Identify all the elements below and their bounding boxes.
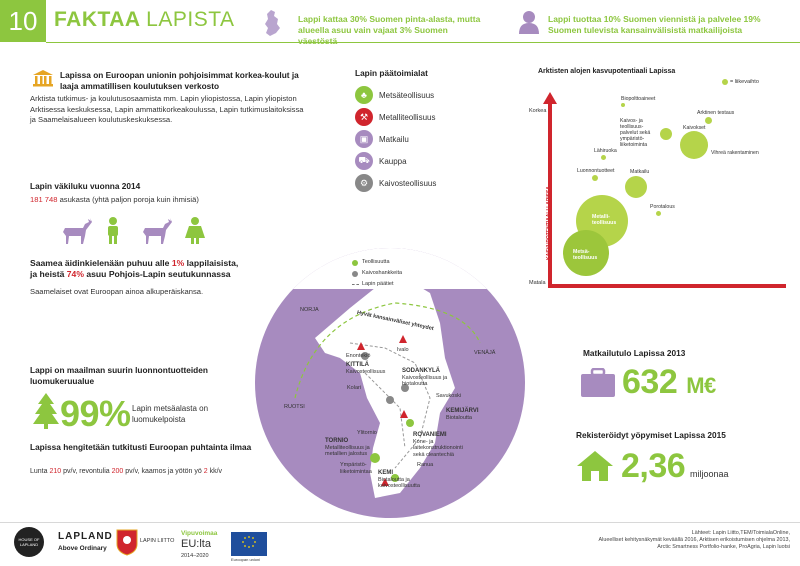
industry-item [355,128,436,150]
eu-stars [231,532,267,556]
bubble-lahiruoka [601,155,606,160]
map-kolari: Kolari [347,385,362,391]
mine-icon: ⚙ [355,174,373,192]
education-heading: Lapissa on Euroopan unionin pohjoisimmat korkea-koulut ja laaja ammatillisen koulutuksen verkosto [60,70,299,91]
map-enontekio: Enontekiö [346,353,371,359]
cart-icon: ⛟ [355,152,373,170]
sources [560,530,790,551]
place-name: TORNIO [325,438,349,444]
reindeer-icon [143,218,172,244]
population-text: asukasta (yhtä paljon poroja kuin ihmisiä) [57,195,199,204]
map-ymparisto: Ympäristö-liiketoimintaa [340,462,372,475]
sami-text: Saamea äidinkielenään puhuu alle [30,258,172,268]
industries-list [355,84,436,194]
education-body: Arktista tutkimus- ja koulutusosaamista mm. Lapin yliopistossa, Lapin yliopiston Arktisessa keskuksessa, Lapin ammattikorkeakoulussa, Lapin tutkimuslaitoksissa ja Saamelaisalueen koulutuskeskuksessa. [30,94,304,124]
person-male-icon [108,217,118,244]
lapin-liitto-label: LAPIN LIITTO [140,538,175,544]
suitcase-icon: ▣ [355,130,373,148]
population-line [30,195,199,206]
title-light: LAPISTA [146,8,235,31]
header-fact-area: Lappi kattaa 30% Suomen pinta-alasta, mutta alueella asuu vain vajaat 3% Suomen väestöstä [298,14,481,46]
source-line: Alueelliset kehitysnäkymät keväällä 2016, Arktisen erikoistumisen ohjelma 2013, [598,537,790,543]
bubble-label: Kaivos- ja teollisuus-palvelut sekä ympäristö-liiketoiminta [620,118,651,148]
place-name: ROVANIEMI [413,432,447,438]
lapin-liitto-crest-icon [116,529,138,556]
bubble-label: Lähiruoka [594,148,617,154]
potential-x-axis [548,284,786,288]
place-name: KEMIJÄRVI [446,408,479,414]
sami-body: Saamelaiset ovat Euroopan ainoa alkuperäiskansa. [30,287,204,296]
potential-y-label: KASVUPOTENTIAALI LAPISSA [546,186,552,260]
nights-value: 2,36 [621,447,686,485]
tool-icon: ⚒ [355,108,373,126]
air-stats [30,467,222,478]
map-rovaniemi [413,432,475,458]
air-number: 2 [203,468,208,475]
place-desc: Biotaloutta ja kaivosteollisuutta [378,476,420,489]
industry-item [355,172,436,194]
finland-map-icon [262,9,284,37]
map-kemi [378,470,434,490]
eu-flag-label: Euroopan unioni [231,557,261,562]
population-number: 181 748 [30,195,58,204]
place-desc: Kaivosteollisuus ja biotaloutta [402,374,448,387]
map-ranua: Ranua [417,462,434,468]
map-flights-label: Hyvät kansainväliset yhteydet [356,309,435,333]
person-female-icon [185,217,205,244]
bubble-label: Vihreä rakentaminen [711,150,759,156]
legend-bubble [722,79,728,85]
industry-label: Kauppa [379,156,407,166]
bubble-label: Porotalous [650,204,675,210]
industry-label: Metalliteollisuus [379,112,436,122]
source-line: Arctic Smartness Portfolio-hanke, ProAgria, Lapin luotsi [657,544,790,550]
header-fact-export: Lappi tuottaa 10% Suomen viennistä ja palvelee 19% Suomen tulevista kansainvälisistä matkailijoista [548,14,761,35]
air-number: 200 [111,468,124,475]
place-desc: Biotaloutta [446,414,472,421]
sami-text: asuu Pohjois-Lapin seutukunnassa [83,268,231,279]
legend-road-line [352,284,359,285]
legend-industry-dot [352,260,358,266]
industry-label: Matkailu [379,134,409,144]
map-savukoski: Savukoski [436,393,462,399]
potential-legend: = liikevaihto [730,79,759,85]
eu-title: Vipuvoimaa [181,530,218,537]
potential-low-label: Matala [529,280,546,286]
bubble-vihrea-rakentaminen [703,143,708,148]
income-number: 632 [622,363,678,401]
place-name: SODANKYLÄ [402,368,441,374]
bubble-kaivospalvelut [660,128,672,140]
sami-line-2 [30,269,320,280]
industry-item [355,150,436,172]
air-text: pv/v, revontulia [61,468,112,475]
bubble-label: Metsä-teollisuus [573,249,598,261]
place-name: KITTILÄ [346,362,369,368]
eu-mid: EU:lta [181,538,211,550]
nights-heading: Rekisteröidyt yöpymiset Lapissa 2015 [576,430,726,440]
industries-heading: Lapin päätoimialat [355,68,428,78]
population-heading: Lapin väkiluku vuonna 2014 [30,181,141,191]
air-number: 210 [49,468,62,475]
map-legend-mining: Kaivoshankkeita [362,270,403,276]
nights-unit: miljoonaa [690,469,729,479]
sami-heading [30,258,320,279]
eu-years: 2014–2020 [181,553,209,559]
sami-percent: 1% [171,258,185,268]
bubble-arktinen-testaus [705,117,712,124]
air-heading: Lapissa hengitetään tutkitusti Euroopan puhtainta ilmaa [30,442,252,452]
potential-high-label: Korkea [529,108,547,114]
source-line: Lähteet: Lapin Liitto,TEM/ToimialaOnline, [691,530,790,536]
map-kittila [346,362,385,375]
income-unit: M€ [686,373,716,398]
place-name: KEMI [378,470,393,476]
section-number: 10 [0,0,46,42]
lapland-brand-sub: Above Ordinary [58,545,107,552]
lapland-brand: LAPLAND [58,531,113,542]
bubble-label: Kaivokset [683,125,706,131]
eu-flag-icon [231,532,267,556]
air-text: Lunta [30,468,50,475]
sami-percent: 74% [66,268,84,279]
organic-heading: Lappi on maailman suurin luonnontuotteiden luomukeruualue [30,365,208,386]
map-norway-label: NORJA [300,307,319,313]
bubble-biopolttoaineet [621,103,625,107]
sami-text: lappilaisista, [184,258,239,268]
industry-item [355,106,436,128]
map-russia-label: VENÄJÄ [474,350,496,356]
organic-desc: Lapin metsäalasta on luomukelpoista [132,404,209,424]
bubble-label: Matkailu [630,169,650,175]
sami-text: ja heistä [30,268,67,279]
industry-item [355,84,436,106]
sami-line-1 [30,258,320,269]
bubble-porotalous [656,211,661,216]
reindeer-people-icons [55,216,245,246]
map-ylitornio: Ylitornio [357,430,377,436]
map-legend-industry: Teollisuutta [362,259,390,265]
briefcase-icon [580,368,616,398]
page-title [54,8,234,32]
bubble-label: Biopolttoaineet [621,96,656,102]
reindeer-icon [63,218,92,244]
income-heading: Matkailutulo Lapissa 2013 [583,348,686,358]
tree-icon [32,392,60,430]
place-desc: Metalliteollisuus ja metallien jalostus [325,444,370,457]
industry-label: Metsäteollisuus [379,90,435,100]
map-legend-roads: Lapin päätiet [362,281,394,287]
legend-mining-dot [352,271,358,277]
map-sweden-label: RUOTSI [284,404,305,410]
house-of-lapland-logo: HOUSE OF LAPLAND [14,527,44,557]
title-bold: FAKTAA [54,8,140,31]
organic-percent: 99% [60,393,131,434]
bubble-label: Metalli-teollisuus [592,214,617,226]
bubble-label: Arktinen testaus [697,110,735,116]
potential-title: Arktisten alojen kasvupotentiaali Lapissa [538,68,676,75]
place-desc: Kone- ja laitekonstruktionointi sekä cleantechiä [413,438,463,458]
person-icon [518,10,540,34]
bubble-luonnontuotteet [592,175,598,181]
map-kemijarvi [446,408,479,421]
university-icon [32,69,54,87]
bubble-matkailu [625,176,647,198]
bubble-label: Luonnontuotteet [577,168,615,174]
map-sodankyla [402,368,472,388]
air-text: kk/v [207,468,223,475]
map-tornio [325,438,381,458]
place-desc: Kaivosteollisuus [346,368,386,375]
industry-label: Kaivosteollisuus [379,178,437,188]
map-ivalo: Ivalo [397,347,409,353]
air-text: pv/v, kaamos ja yötön yö [123,468,204,475]
income-value [622,363,716,402]
tree-icon: ♣ [355,86,373,104]
house-icon [576,450,614,482]
